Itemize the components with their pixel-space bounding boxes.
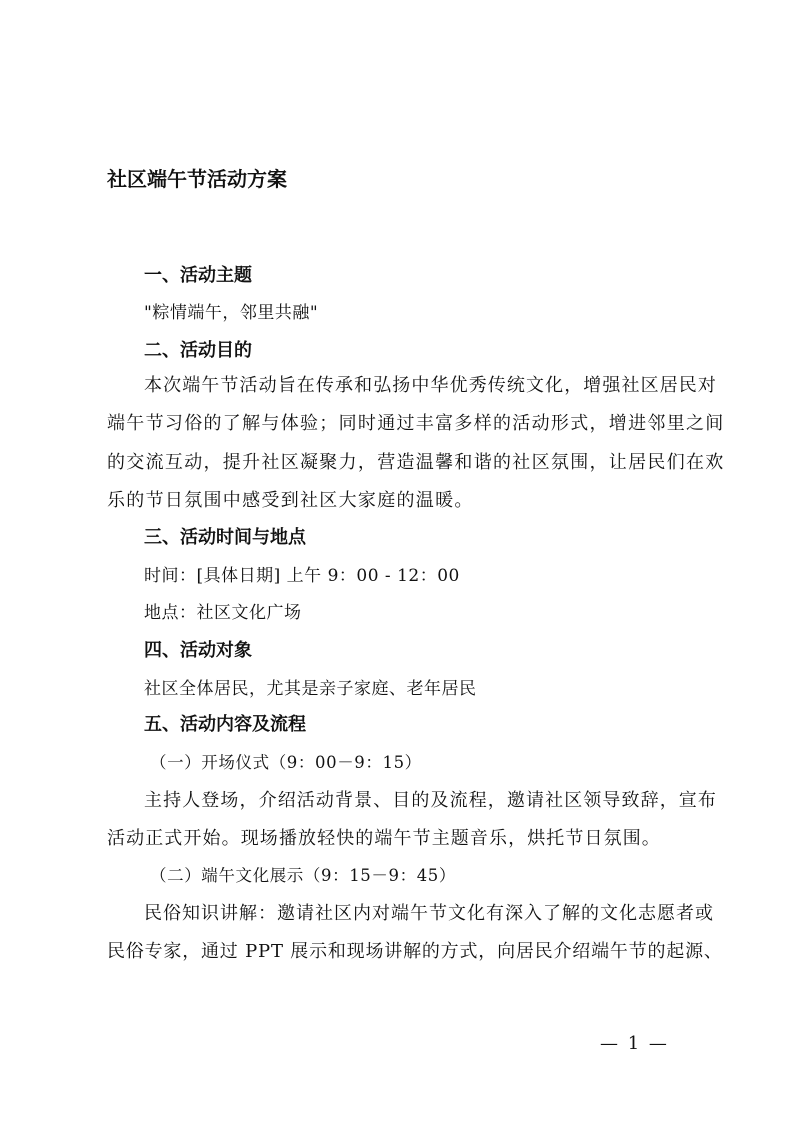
section-heading-purpose: 二、活动目的: [144, 340, 252, 361]
section-heading-flow: 五、活动内容及流程: [144, 714, 306, 735]
event-place: 地点：社区文化广场: [144, 603, 302, 623]
section-heading-time-place: 三、活动时间与地点: [144, 527, 306, 548]
theme-text: "粽情端午，邻里共融": [144, 303, 319, 323]
purpose-line: 的交流互动，提升社区凝聚力，营造温馨和谐的社区氛围，让居民们在欢: [107, 452, 725, 473]
purpose-line: 本次端午节活动旨在传承和弘扬中华优秀传统文化，增强社区居民对: [144, 375, 717, 396]
section-heading-audience: 四、活动对象: [144, 640, 252, 661]
purpose-line: 端午节习俗的了解与体验；同时通过丰富多样的活动形式，增进邻里之间: [107, 413, 725, 434]
audience-text: 社区全体居民，尤其是亲子家庭、老年居民: [144, 679, 477, 699]
subsection-title-opening: （一）开场仪式（9：00－9：15）: [150, 753, 422, 772]
event-time: 时间：[具体日期] 上午 9：00 - 12：00: [144, 566, 460, 586]
page-number: — 1 —: [600, 1033, 669, 1054]
culture-line: 民俗专家，通过 PPT 展示和现场讲解的方式，向居民介绍端午节的起源、: [107, 941, 723, 962]
subsection-title-culture: （二）端午文化展示（9：15－9：45）: [150, 866, 456, 885]
document-title: 社区端午节活动方案: [107, 167, 287, 191]
opening-line: 活动正式开始。现场播放轻快的端午节主题音乐，烘托节日氛围。: [107, 828, 661, 849]
purpose-line: 乐的节日氛围中感受到社区大家庭的温暖。: [107, 490, 474, 511]
culture-line: 民俗知识讲解：邀请社区内对端午节文化有深入了解的文化志愿者或: [144, 903, 714, 924]
opening-line: 主持人登场，介绍活动背景、目的及流程，邀请社区领导致辞，宣布: [144, 790, 717, 811]
section-heading-theme: 一、活动主题: [144, 265, 252, 286]
